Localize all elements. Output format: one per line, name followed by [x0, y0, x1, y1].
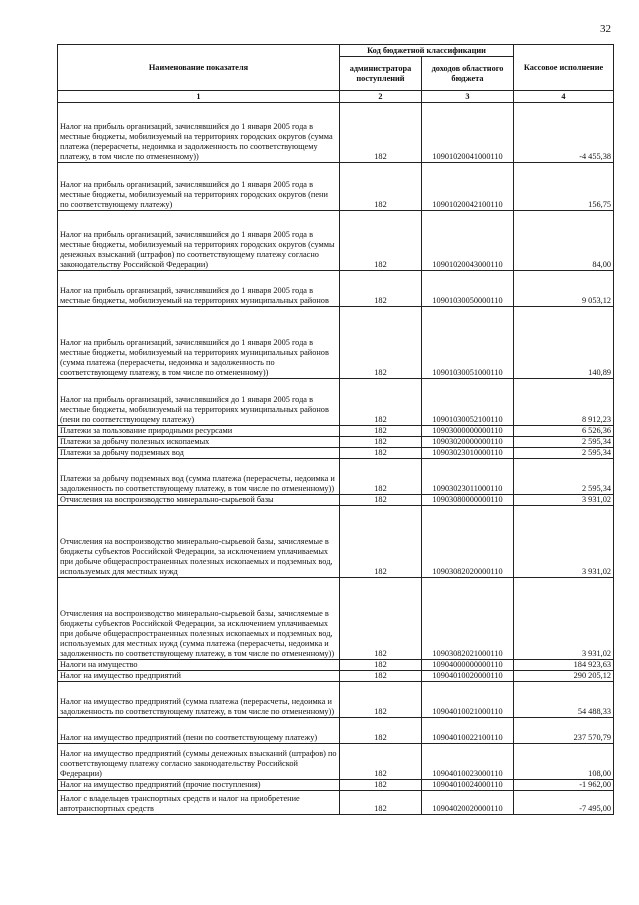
row-income-code: 10901020042100110: [422, 163, 514, 211]
row-indicator-name: Налог с владельцев транспортных средств и налог на приобретение автотранспортных средств: [58, 791, 340, 815]
column-number-2: 2: [340, 91, 422, 103]
table-row: [58, 459, 614, 495]
row-amount: 6 526,36: [514, 426, 614, 437]
row-admin-code: 182: [340, 495, 422, 506]
row-amount: 3 931,02: [514, 578, 614, 660]
header-admin: администратора поступлений: [340, 57, 422, 91]
row-amount: -4 455,38: [514, 103, 614, 163]
row-income-code: 10901030051000110: [422, 307, 514, 379]
header-income-code: доходов областного бюджета: [422, 57, 514, 91]
column-number-4: 4: [514, 91, 614, 103]
row-amount: 156,75: [514, 163, 614, 211]
row-income-code: 10904010022100110: [422, 718, 514, 744]
row-admin-code: 182: [340, 426, 422, 437]
budget-table: [57, 44, 614, 815]
header-cash-execution: Кассовое исполнение: [514, 45, 614, 91]
row-amount: -7 495,00: [514, 791, 614, 815]
row-indicator-name: Налог на имущество предприятий (прочие поступления): [58, 780, 340, 791]
table-row: [58, 379, 614, 426]
table-row: [58, 791, 614, 815]
row-amount: 54 488,33: [514, 682, 614, 718]
table-header: [58, 45, 614, 103]
row-indicator-name: Налог на прибыль организаций, зачислявшийся до 1 января 2005 года в местные бюджеты, мобилизуемый на территориях муниципальных районов (пени по соответствующему платежу): [58, 379, 340, 426]
row-amount: -1 962,00: [514, 780, 614, 791]
row-income-code: 10901030050000110: [422, 271, 514, 307]
row-amount: 9 053,12: [514, 271, 614, 307]
row-admin-code: 182: [340, 671, 422, 682]
row-indicator-name: Отчисления на воспроизводство минерально-сырьевой базы, зачисляемые в бюджеты субъектов Российской Федерации, за исключением уплачиваемых при добыче общераспространенных полезных ископаемых и подземных вод, используемых для местных нужд: [58, 506, 340, 578]
row-income-code: 10901020041000110: [422, 103, 514, 163]
column-number-3: 3: [422, 91, 514, 103]
row-indicator-name: Налог на имущество предприятий (пени по соответствующему платежу): [58, 718, 340, 744]
table-row: [58, 211, 614, 271]
row-admin-code: 182: [340, 163, 422, 211]
row-indicator-name: Отчисления на воспроизводство минерально-сырьевой базы: [58, 495, 340, 506]
row-income-code: 10904010023000110: [422, 744, 514, 780]
table-row: [58, 163, 614, 211]
row-amount: 290 205,12: [514, 671, 614, 682]
row-admin-code: 182: [340, 718, 422, 744]
row-income-code: 10901020043000110: [422, 211, 514, 271]
row-admin-code: 182: [340, 744, 422, 780]
table-row: [58, 426, 614, 437]
row-admin-code: 182: [340, 448, 422, 459]
table-row: [58, 578, 614, 660]
table-row: [58, 307, 614, 379]
row-income-code: 10904010020000110: [422, 671, 514, 682]
table-body: [58, 103, 614, 815]
row-amount: 184 923,63: [514, 660, 614, 671]
row-indicator-name: Налог на прибыль организаций, зачислявшийся до 1 января 2005 года в местные бюджеты, мобилизуемый на территориях городских округов (пени по соответствующему платежу): [58, 163, 340, 211]
row-income-code: 10903023010000110: [422, 448, 514, 459]
row-amount: 140,89: [514, 307, 614, 379]
row-income-code: 10903000000000110: [422, 426, 514, 437]
row-indicator-name: Налог на прибыль организаций, зачислявшийся до 1 января 2005 года в местные бюджеты, мобилизуемый на территориях городских округов (сумма платежа (перерасчеты, недоимка и задолженность по соответствующему платежу, в том числе по отмененному)): [58, 103, 340, 163]
row-indicator-name: Налог на имущество предприятий: [58, 671, 340, 682]
row-admin-code: 182: [340, 437, 422, 448]
row-amount: 8 912,23: [514, 379, 614, 426]
table-row: [58, 718, 614, 744]
table-row: [58, 495, 614, 506]
row-income-code: 10904020020000110: [422, 791, 514, 815]
row-indicator-name: Налоги на имущество: [58, 660, 340, 671]
row-amount: 108,00: [514, 744, 614, 780]
row-admin-code: 182: [340, 578, 422, 660]
row-admin-code: 182: [340, 506, 422, 578]
table-row: [58, 660, 614, 671]
row-indicator-name: Платежи за добычу полезных ископаемых: [58, 437, 340, 448]
row-amount: 3 931,02: [514, 506, 614, 578]
table-row: [58, 671, 614, 682]
row-admin-code: 182: [340, 103, 422, 163]
header-classification-group: Код бюджетной классификации: [340, 45, 514, 57]
row-admin-code: 182: [340, 791, 422, 815]
row-indicator-name: Налог на прибыль организаций, зачислявшийся до 1 января 2005 года в местные бюджеты, мобилизуемый на территориях городских округов (суммы денежных взысканий (штрафов) по соответствующему платежу согласно законодательству Российской Федерации): [58, 211, 340, 271]
table-row: [58, 744, 614, 780]
row-income-code: 10901030052100110: [422, 379, 514, 426]
table-row: [58, 506, 614, 578]
row-indicator-name: Налог на имущество предприятий (сумма платежа (перерасчеты, недоимка и задолженность по соответствующему платежу, в том числе по отмененному)): [58, 682, 340, 718]
row-income-code: 10903023011000110: [422, 459, 514, 495]
table-row: [58, 780, 614, 791]
row-amount: 2 595,34: [514, 459, 614, 495]
row-amount: 84,00: [514, 211, 614, 271]
table-row: [58, 437, 614, 448]
row-admin-code: 182: [340, 211, 422, 271]
page-number: 32: [600, 23, 611, 35]
row-admin-code: 182: [340, 459, 422, 495]
row-income-code: 10904010021000110: [422, 682, 514, 718]
row-admin-code: 182: [340, 682, 422, 718]
row-indicator-name: Платежи за добычу подземных вод (сумма платежа (перерасчеты, недоимка и задолженность по соответствующему платежу, в том числе по отмененному)): [58, 459, 340, 495]
row-amount: 3 931,02: [514, 495, 614, 506]
row-income-code: 10903082021000110: [422, 578, 514, 660]
row-indicator-name: Налог на прибыль организаций, зачислявшийся до 1 января 2005 года в местные бюджеты, мобилизуемый на территориях муниципальных районов (сумма платежа (перерасчеты, недоимка и задолженность по соответствующему платежу, в том числе по отмененному)): [58, 307, 340, 379]
row-indicator-name: Платежи за пользование природными ресурсами: [58, 426, 340, 437]
row-indicator-name: Налог на имущество предприятий (суммы денежных взысканий (штрафов) по соответствующему платежу согласно законодательству Российской Федерации): [58, 744, 340, 780]
row-amount: 2 595,34: [514, 437, 614, 448]
row-indicator-name: Отчисления на воспроизводство минерально-сырьевой базы, зачисляемые в бюджеты субъектов Российской Федерации, за исключением уплачиваемых при добыче общераспространенных полезных ископаемых и подземных вод, используемых для местных нужд (сумма платежа (перерасчеты, недоимка и задолженность по соответствующему платежу, в том числе по отмененному)): [58, 578, 340, 660]
row-admin-code: 182: [340, 307, 422, 379]
row-indicator-name: Налог на прибыль организаций, зачислявшийся до 1 января 2005 года в местные бюджеты, мобилизуемый на территориях муниципальных районов: [58, 271, 340, 307]
column-number-1: 1: [58, 91, 340, 103]
row-admin-code: 182: [340, 660, 422, 671]
table-row: [58, 103, 614, 163]
row-admin-code: 182: [340, 271, 422, 307]
table-row: [58, 271, 614, 307]
column-number-row: [58, 91, 614, 103]
table-row: [58, 682, 614, 718]
row-income-code: 10903020000000110: [422, 437, 514, 448]
row-income-code: 10904000000000110: [422, 660, 514, 671]
header-indicator-name: Наименование показателя: [58, 45, 340, 91]
row-income-code: 10904010024000110: [422, 780, 514, 791]
row-income-code: 10903080000000110: [422, 495, 514, 506]
row-indicator-name: Платежи за добычу подземных вод: [58, 448, 340, 459]
row-amount: 2 595,34: [514, 448, 614, 459]
row-income-code: 10903082020000110: [422, 506, 514, 578]
row-amount: 237 570,79: [514, 718, 614, 744]
row-admin-code: 182: [340, 780, 422, 791]
table-row: [58, 448, 614, 459]
row-admin-code: 182: [340, 379, 422, 426]
